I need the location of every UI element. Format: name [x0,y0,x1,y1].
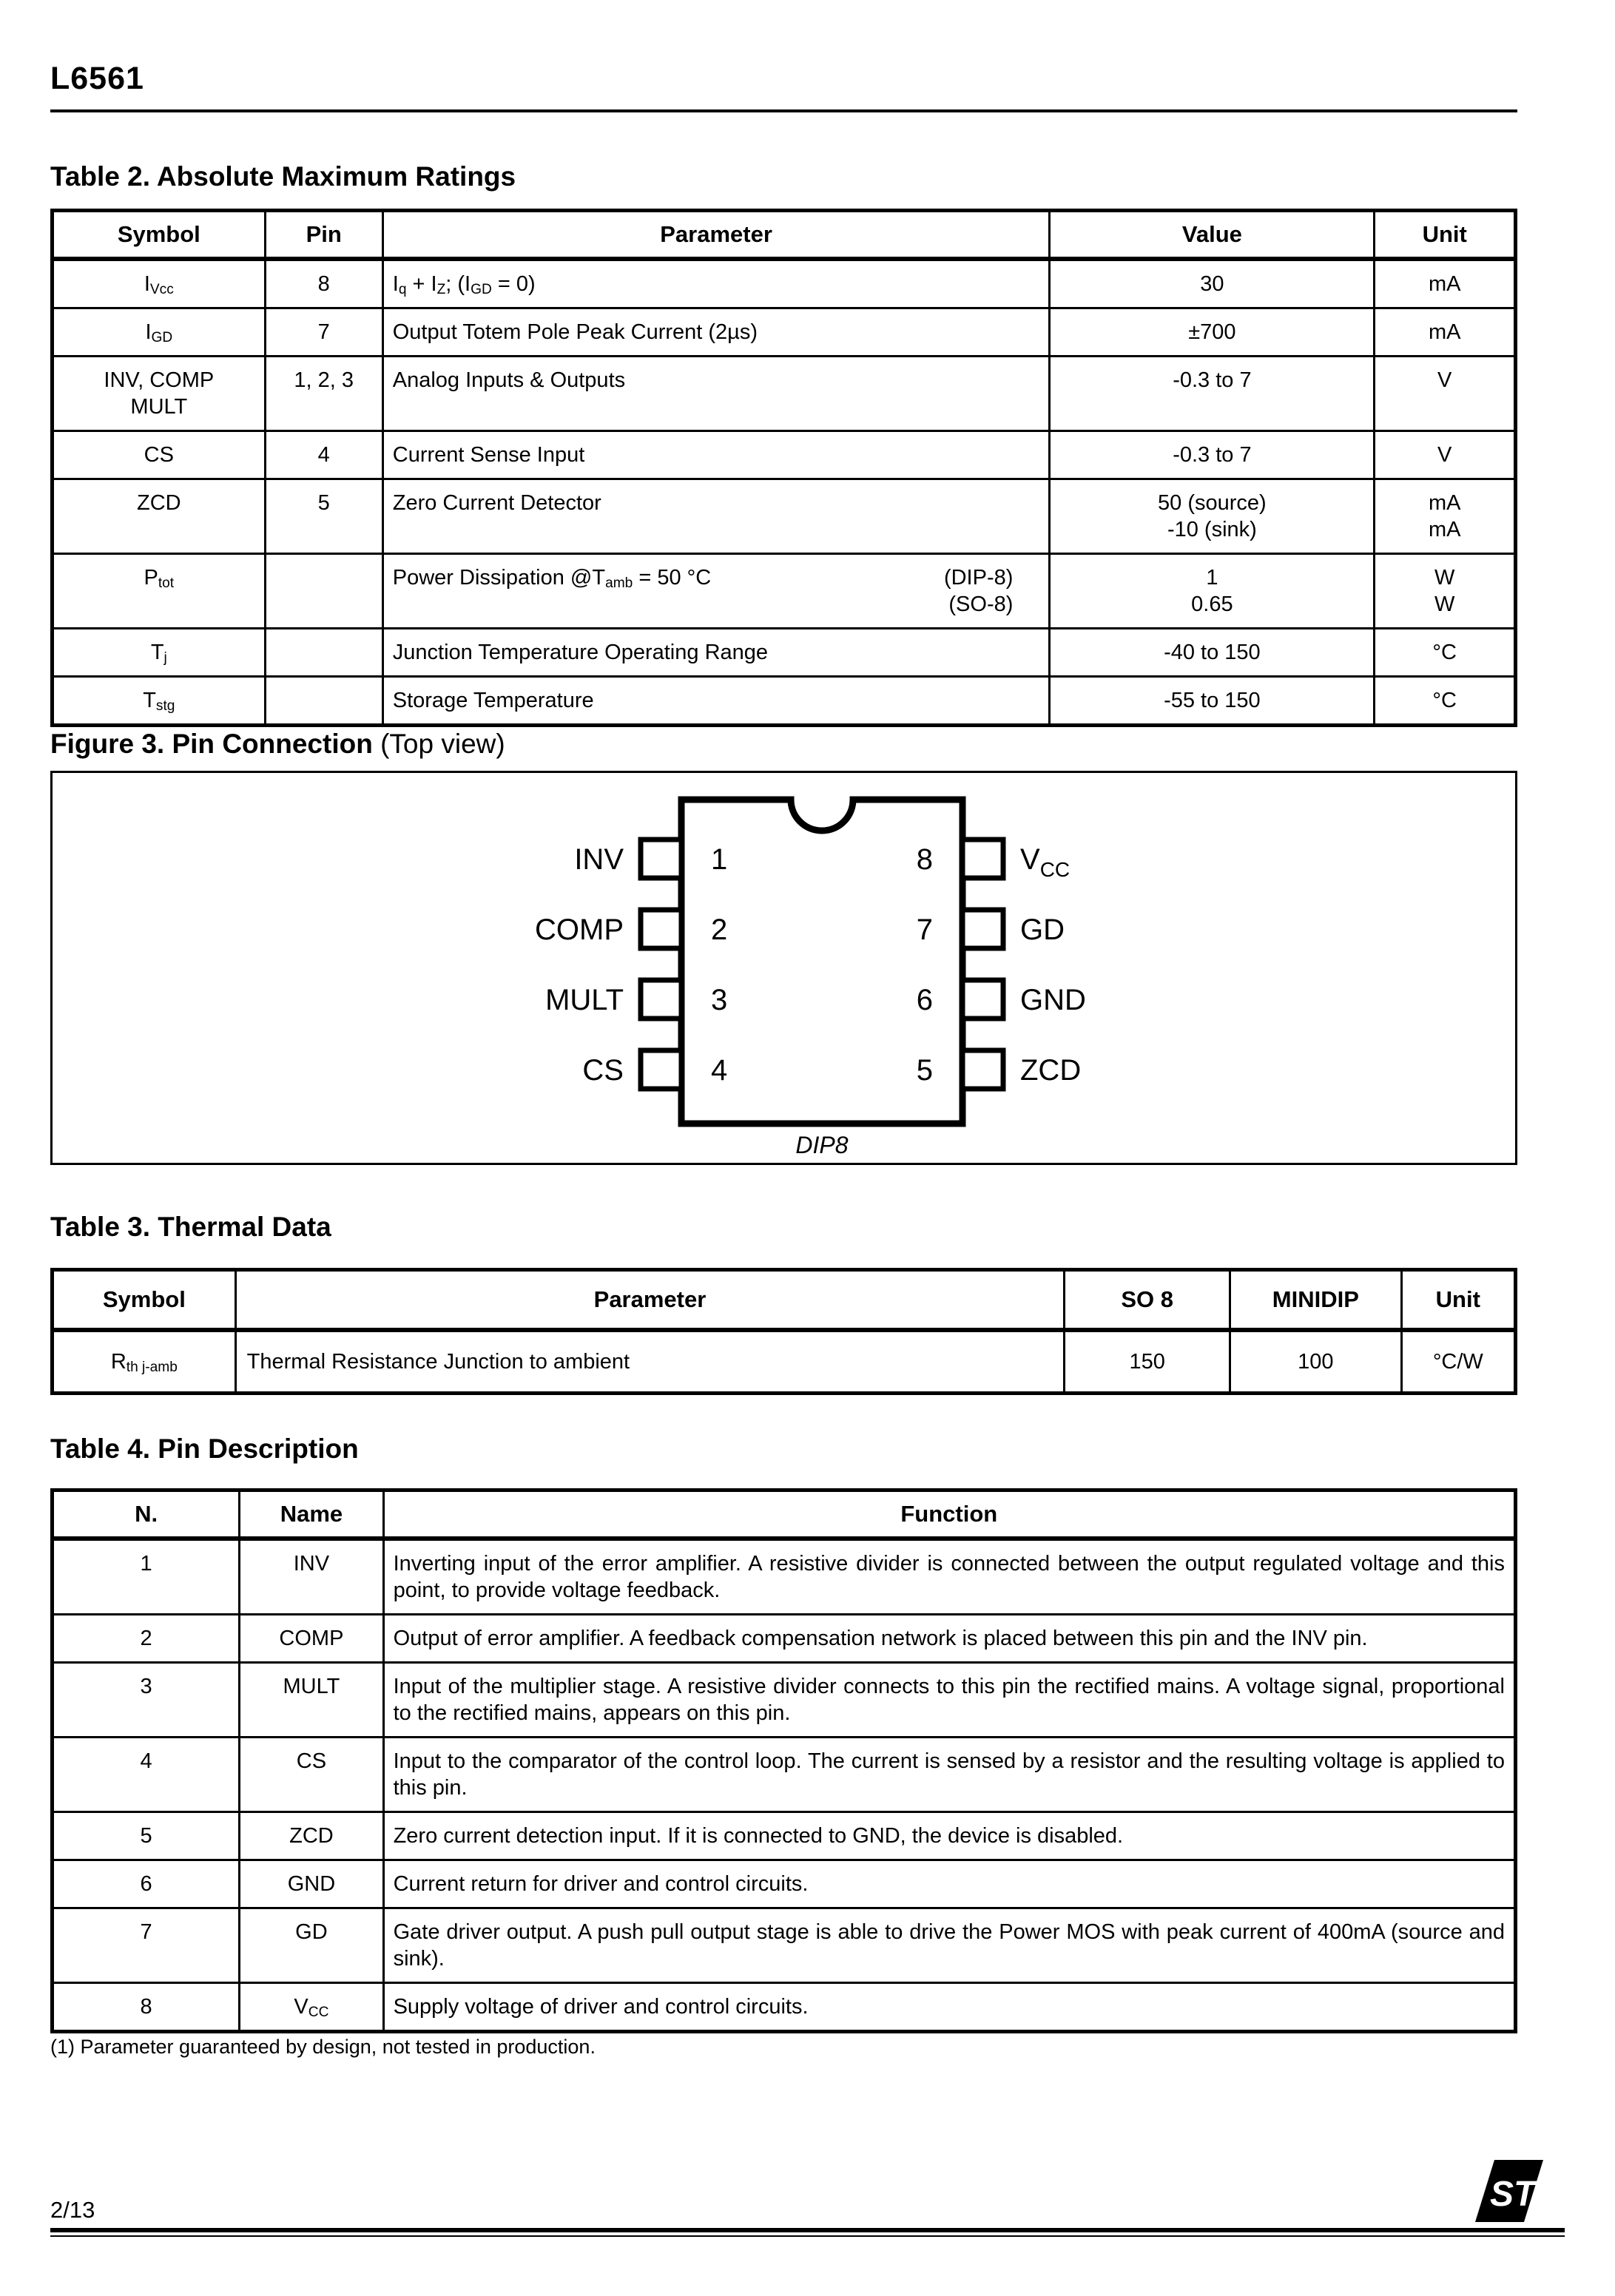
table-row [53,1908,1516,1983]
thermal-data-table [50,1268,1517,1395]
figure3-title-normal: (Top view) [372,729,505,759]
table-row [53,1539,1516,1615]
table-cell: -40 to 150 [1050,629,1375,677]
pin6-label: GND [1020,984,1086,1016]
table-cell: $V_{CC}$ [240,1983,383,2032]
table-cell [265,677,382,726]
pin1-label: INV [574,843,624,876]
table-cell: 1, 2, 3 [265,357,382,431]
column-header: Unit [1375,211,1516,260]
header-rule [50,109,1517,112]
footer-rule-thick [50,2228,1565,2232]
table2-title: Table 2. Absolute Maximum Ratings [50,161,516,192]
table-row [53,1738,1516,1812]
table-cell: Input of the multiplier stage. A resistive divider connects to this pin the rectified mains. A voltage signal, proportional to the rectified mains, appears on this pin. [383,1663,1515,1738]
pin6-number: 6 [916,984,933,1016]
st-logo [1474,2158,1545,2224]
column-header: Value [1050,211,1375,260]
pin3-number: 3 [711,984,728,1016]
pin1-number: 1 [711,843,728,876]
table-cell: Analog Inputs & Outputs [382,357,1050,431]
table-cell: 150 [1065,1330,1230,1394]
figure3-title-bold: Figure 3. Pin Connection [50,729,373,759]
table-cell: 30 [1050,259,1375,308]
table-cell: 4 [265,431,382,479]
table-cell: $I_{Vcc}$ [53,259,266,308]
table-cell: 8 [53,1983,240,2032]
table-cell: 3 [53,1663,240,1738]
column-header: Pin [265,211,382,260]
table-row [53,308,1516,357]
pin3-label: MULT [545,984,624,1016]
pin4-number: 4 [711,1054,728,1087]
table-row [53,554,1516,629]
table-cell: Supply voltage of driver and control circuits. [383,1983,1515,2032]
table-row [53,1860,1516,1908]
footer-rule-thin [50,2235,1565,2237]
table-cell [265,629,382,677]
table-cell: ZCD [53,479,266,554]
pin5-label: ZCD [1020,1054,1082,1087]
pin8-number: 8 [916,843,933,876]
table-cell: INV [240,1539,383,1615]
pin7-lead [962,910,1003,948]
column-header: Unit [1401,1270,1515,1331]
table-cell: Power Dissipation $@T_{amb} = 50$ °C (DIP-8) (SO-8) [382,554,1050,629]
table-cell: CS [240,1738,383,1812]
pin-connection-figure [50,771,1517,1165]
table-row [53,629,1516,677]
pin8-lead [962,840,1003,878]
table-header-row [53,211,1516,260]
table-cell: 5 [53,1812,240,1860]
table-cell: Zero Current Detector [382,479,1050,554]
table-cell: W W [1375,554,1516,629]
table-cell: Current return for driver and control circuits. [383,1860,1515,1908]
table-cell: COMP [240,1615,383,1663]
table-cell: -0.3 to 7 [1050,357,1375,431]
table-cell: 8 [265,259,382,308]
table-cell: $T_j$ [53,629,266,677]
pin2-lead [641,910,681,948]
column-header: Parameter [235,1270,1065,1331]
pin2-label: COMP [535,914,624,946]
table-cell: Zero current detection input. If it is connected to GND, the device is disabled. [383,1812,1515,1860]
page-number: 2/13 [50,2197,95,2223]
footnote: (1) Parameter guaranteed by design, not tested in production. [50,2036,596,2058]
table-cell: °C/W [1401,1330,1515,1394]
dip8-package-diagram [489,777,1155,1162]
table-cell: 6 [53,1860,240,1908]
table-cell: 1 0.65 [1050,554,1375,629]
pin5-number: 5 [916,1054,933,1087]
pin4-label: CS [582,1054,624,1087]
table-cell: -55 to 150 [1050,677,1375,726]
table-cell: CS [53,431,266,479]
table-cell: $I_{GD}$ [53,308,266,357]
pin8-label: $V_{CC}$ [1020,843,1071,881]
table-row [53,1983,1516,2032]
table-cell: $R_{th j-amb}$ [53,1330,236,1394]
table-cell: ±700 [1050,308,1375,357]
table-row [53,431,1516,479]
table-row [53,1812,1516,1860]
table-header-row [53,1490,1516,1539]
st-logo-letters: ST [1490,2175,1536,2214]
table-cell: 2 [53,1615,240,1663]
pin3-lead [641,980,681,1019]
table-cell: Inverting input of the error amplifier. A resistive divider is connected between the output regulated voltage and this point, to provide voltage feedback. [383,1539,1515,1615]
table-cell: INV, COMP MULT [53,357,266,431]
table-row [53,1330,1516,1394]
table-row [53,1615,1516,1663]
column-header: Symbol [53,211,266,260]
table-cell: 100 [1230,1330,1401,1394]
table-cell [265,554,382,629]
table-header-row [53,1270,1516,1331]
table-cell: Thermal Resistance Junction to ambient [235,1330,1065,1394]
pin1-lead [641,840,681,878]
table-cell: MULT [240,1663,383,1738]
table-cell: ZCD [240,1812,383,1860]
column-header: MINIDIP [1230,1270,1401,1331]
table-cell: V [1375,431,1516,479]
column-header: SO 8 [1065,1270,1230,1331]
pin2-number: 2 [711,914,728,946]
table-cell: mA [1375,308,1516,357]
table-cell: GND [240,1860,383,1908]
pin5-lead [962,1050,1003,1089]
pin6-lead [962,980,1003,1019]
doc-title: L6561 [50,61,144,96]
table-cell: 1 [53,1539,240,1615]
footer-rule [50,2228,1565,2237]
table-row [53,357,1516,431]
table-cell: $I_q + I_Z$; $(I_{GD} = 0)$ [382,259,1050,308]
table-row [53,1663,1516,1738]
table-cell: 5 [265,479,382,554]
table3-title: Table 3. Thermal Data [50,1212,331,1242]
column-header: N. [53,1490,240,1539]
table-cell: $P_{tot}$ [53,554,266,629]
table-cell: GD [240,1908,383,1983]
pin4-lead [641,1050,681,1089]
table-cell: $T_{stg}$ [53,677,266,726]
table-cell: 7 [265,308,382,357]
table-cell: V [1375,357,1516,431]
table-cell: 4 [53,1738,240,1812]
pin-description-table [50,1488,1517,2033]
table-cell: Output Totem Pole Peak Current (2µs) [382,308,1050,357]
column-header: Symbol [53,1270,236,1331]
table-cell: mA mA [1375,479,1516,554]
table-cell: Storage Temperature [382,677,1050,726]
table4-title: Table 4. Pin Description [50,1434,359,1464]
pin7-number: 7 [916,914,933,946]
table-cell: -0.3 to 7 [1050,431,1375,479]
absolute-maximum-ratings-table [50,209,1517,727]
table-cell: °C [1375,677,1516,726]
table-cell: Input to the comparator of the control loop. The current is sensed by a resistor and the resulting voltage is applied to this pin. [383,1738,1515,1812]
table-row [53,259,1516,308]
column-header: Parameter [382,211,1050,260]
column-header: Name [240,1490,383,1539]
table-row [53,677,1516,726]
table-cell: 50 (source) -10 (sink) [1050,479,1375,554]
pin7-label: GD [1020,914,1065,946]
package-caption: DIP8 [795,1132,849,1158]
table-cell: Junction Temperature Operating Range [382,629,1050,677]
table-cell: 7 [53,1908,240,1983]
table-row [53,479,1516,554]
table-cell: °C [1375,629,1516,677]
column-header: Function [383,1490,1515,1539]
figure3-title [50,729,505,760]
table-cell: mA [1375,259,1516,308]
table-cell: Gate driver output. A push pull output stage is able to drive the Power MOS with peak current of 400mA (source and sink). [383,1908,1515,1983]
table-cell: Output of error amplifier. A feedback compensation network is placed between this pin and the INV pin. [383,1615,1515,1663]
table-cell: Current Sense Input [382,431,1050,479]
